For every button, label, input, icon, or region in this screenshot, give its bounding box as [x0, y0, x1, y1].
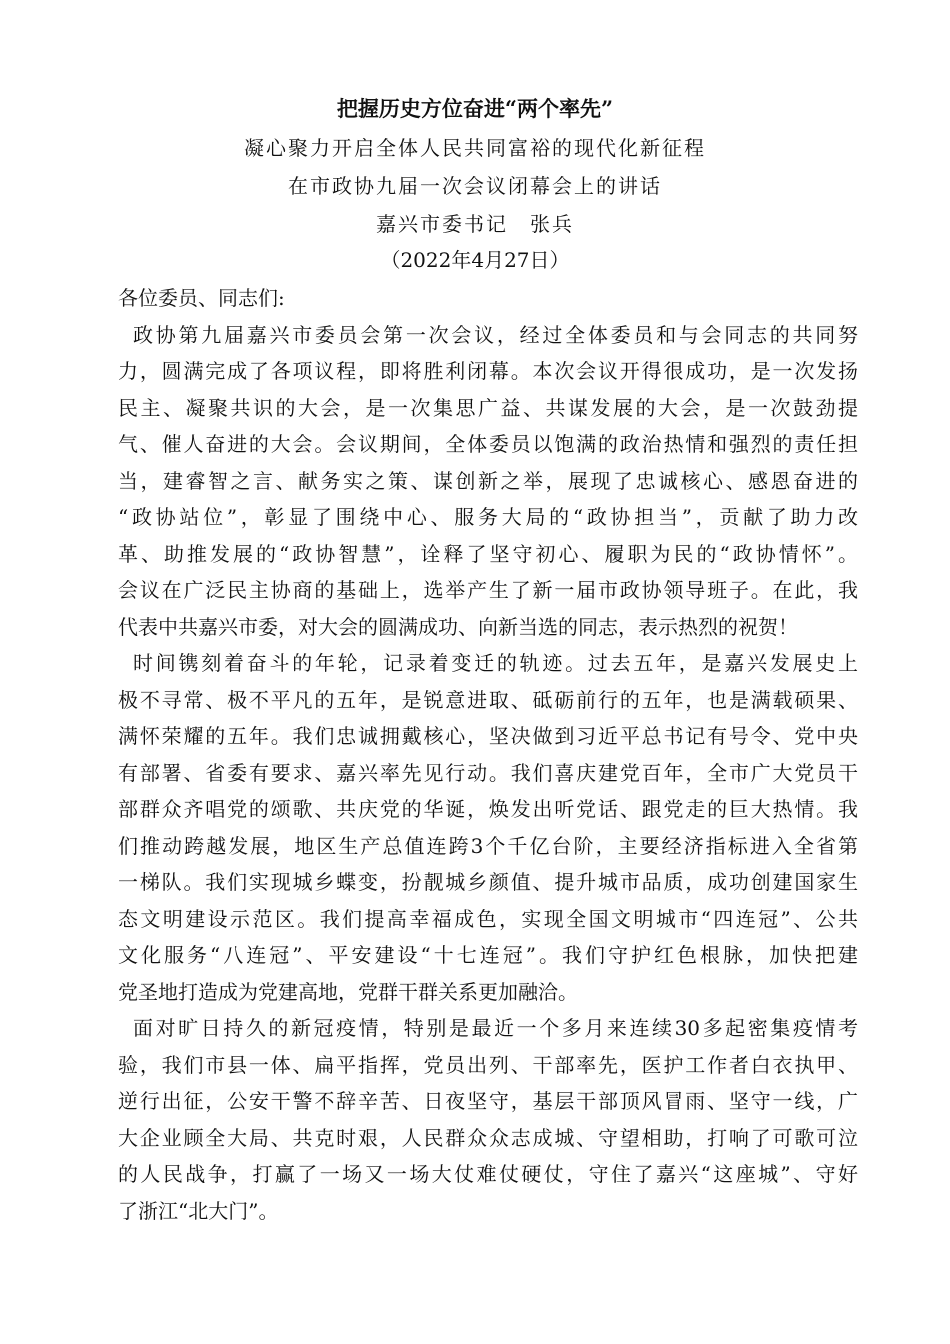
- paragraph: [118, 322, 858, 651]
- paragraph: [118, 1015, 858, 1234]
- paragraph-line: 满怀荣耀的五年。我们忠诚拥戴核心，坚决做到习近平总书记有号令、党中央: [118, 724, 858, 748]
- paragraph-line: 面对旷日持久的新冠疫情，特别是最近一个多月来连续30多起密集疫情考: [133, 1016, 858, 1040]
- paragraph-line: 代表中共嘉兴市委，对大会的圆满成功、向新当选的同志，表示热烈的祝贺！: [118, 614, 798, 639]
- speech-date: （2022年4月27日）: [380, 248, 570, 272]
- document-body: [118, 285, 858, 1234]
- paragraph-line: 气、催人奋进的大会。会议期间，全体委员以饱满的政治热情和强烈的责任担: [118, 432, 858, 456]
- paragraphs: [118, 322, 858, 1235]
- paragraph-line: 们推动跨越发展，地区生产总值连跨3个千亿台阶，主要经济指标进入全省第: [118, 833, 858, 858]
- paragraph-line: 验，我们市县一体、扁平指挥，党员出列、干部率先，医护工作者白衣执甲、: [118, 1052, 858, 1077]
- paragraph-line: 力，圆满完成了各项议程，即将胜利闭幕。本次会议开得很成功，是一次发扬: [118, 359, 858, 383]
- paragraph-line: 态文明建设示范区。我们提高幸福成色，实现全国文明城市“四连冠”、公共: [118, 906, 858, 931]
- paragraph-line: 了浙江“北大门”。: [118, 1198, 279, 1223]
- paragraph-line: 大企业顾全大局、共克时艰，人民群众众志成城、守望相助，打响了可歌可泣: [118, 1125, 858, 1150]
- document-subtitle: 凝心聚力开启全体人民共同富裕的现代化新征程: [244, 136, 706, 160]
- paragraph-line: 一梯队。我们实现城乡蝶变，扮靓城乡颜值、提升城市品质，成功创建国家生: [118, 870, 858, 894]
- paragraph-line: 政协第九届嘉兴市委员会第一次会议，经过全体委员和与会同志的共同努: [133, 322, 858, 347]
- paragraph-line: 民主、凝聚共识的大会，是一次集思广益、共谋发展的大会，是一次鼓劲提: [118, 395, 858, 420]
- paragraph-line: 有部署、省委有要求、嘉兴率先见行动。我们喜庆建党百年，全市广大党员干: [118, 760, 858, 785]
- paragraph-line: 部群众齐唱党的颂歌、共庆党的华诞，焕发出听党话、跟党走的巨大热情。我: [118, 797, 858, 821]
- speaker-line: 嘉兴市委书记 张兵: [376, 212, 574, 236]
- paragraph-line: 极不寻常、极不平凡的五年，是锐意进取、砥砺前行的五年，也是满载硕果、: [118, 687, 858, 712]
- document-title: 把握历史方位奋进“两个率先”: [336, 96, 614, 121]
- paragraph-line: 逆行出征，公安干警不辞辛苦、日夜坚守，基层干部顶风冒雨、坚守一线，广: [118, 1089, 858, 1113]
- paragraph-line: 革、助推发展的“政协智慧”，诠释了坚守初心、履职为民的“政协情怀”。: [118, 541, 858, 566]
- paragraph-line: 文化服务“八连冠”、平安建设“十七连冠”。我们守护红色根脉，加快把建: [118, 943, 858, 967]
- paragraph-line: 时间镌刻着奋斗的年轮，记录着变迁的轨迹。过去五年，是嘉兴发展史上: [133, 651, 858, 675]
- paragraph: [118, 650, 858, 1015]
- salutation: 各位委员、同志们:: [118, 286, 285, 310]
- speech-occasion: 在市政协九届一次会议闭幕会上的讲话: [288, 174, 662, 198]
- paragraph-line: 当，建睿智之言、献务实之策、谋创新之举，展现了忠诚核心、感恩奋进的: [118, 468, 858, 493]
- paragraph-line: 会议在广泛民主协商的基础上，选举产生了新一届市政协领导班子。在此，我: [118, 578, 858, 602]
- paragraph-line: 党圣地打造成为党建高地，党群干群关系更加融洽。: [118, 979, 578, 1004]
- paragraph-line: “政协站位”，彰显了围绕中心、服务大局的“政协担当”，贡献了助力改: [118, 505, 858, 529]
- paragraph-line: 的人民战争，打赢了一场又一场大仗难仗硬仗，守住了嘉兴“这座城”、守好: [118, 1162, 858, 1186]
